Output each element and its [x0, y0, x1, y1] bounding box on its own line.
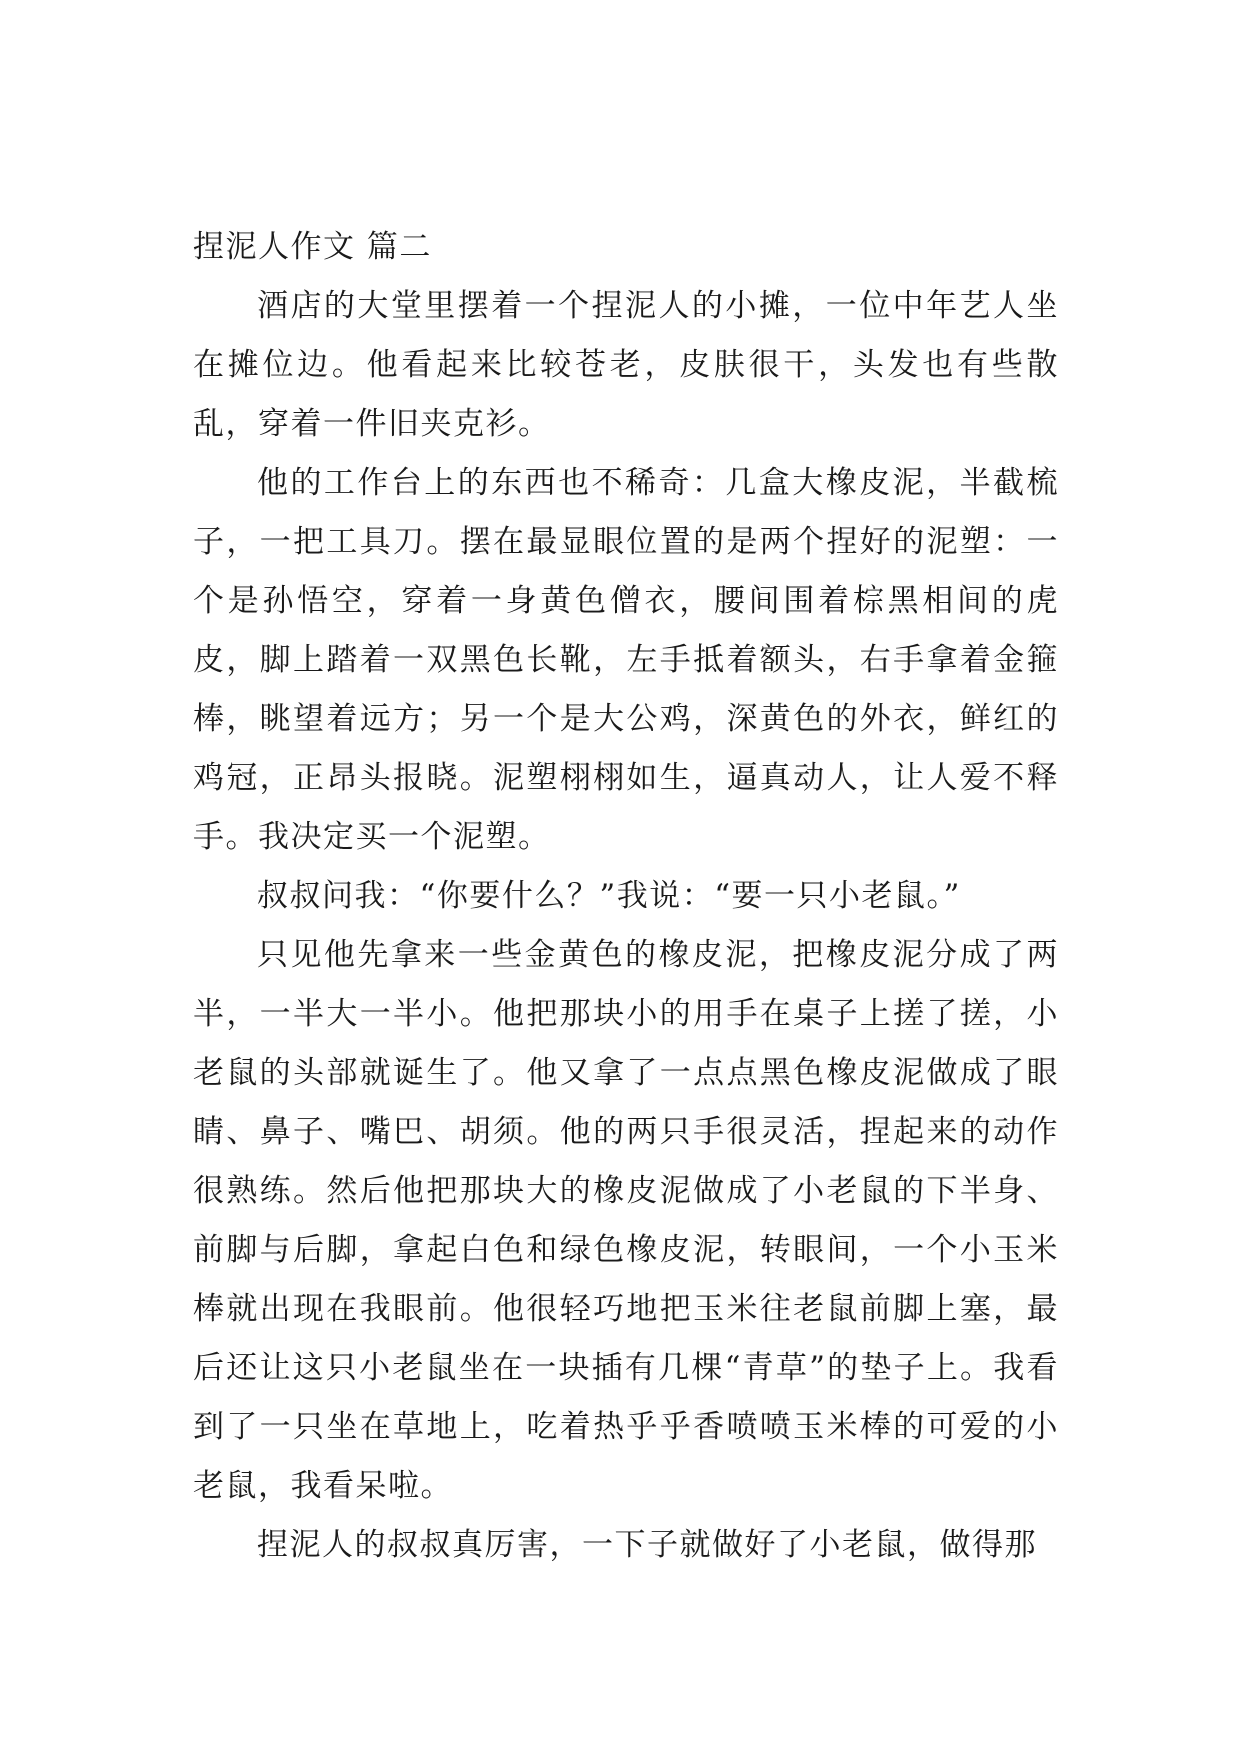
essay-body — [193, 218, 1059, 1575]
paragraph-intro: 酒店的大堂里摆着一个捏泥人的小摊，一位中年艺人坐在摊位边。他看起来比较苍老，皮肤很干，头发也有些散乱，穿着一件旧夹克衫。 — [193, 288, 1059, 442]
paragraph-conclusion: 捏泥人的叔叔真厉害，一下子就做好了小老鼠，做得那 — [257, 1527, 1037, 1563]
essay-title: 捏泥人作文 篇二 — [193, 229, 432, 265]
paragraph-workbench: 他的工作台上的东西也不稀奇：几盒大橡皮泥，半截梳子，一把工具刀。摆在最显眼位置的是两个捏好的泥塑：一个是孙悟空，穿着一身黄色僧衣，腰间围着棕黑相间的虎皮，脚上踏着一双黑色长靴，左手抵着额头，右手拿着金箍棒，眺望着远方；另一个是大公鸡，深黄色的外衣，鲜红的鸡冠，正昂头报晓。泥塑栩栩如生，逼真动人，让人爱不释手。我决定买一个泥塑。 — [193, 465, 1059, 855]
paragraph-dialogue: 叔叔问我：“你要什么？”我说：“要一只小老鼠。” — [257, 878, 961, 914]
paragraph-making-mouse: 只见他先拿来一些金黄色的橡皮泥，把橡皮泥分成了两半，一半大一半小。他把那块小的用手在桌子上搓了搓，小老鼠的头部就诞生了。他又拿了一点点黑色橡皮泥做成了眼睛、鼻子、嘴巴、胡须。他的两只手很灵活，捏起来的动作很熟练。然后他把那块大的橡皮泥做成了小老鼠的下半身、前脚与后脚，拿起白色和绿色橡皮泥，转眼间，一个小玉米棒就出现在我眼前。他很轻巧地把玉米往老鼠前脚上塞，最后还让这只小老鼠坐在一块插有几棵“青草”的垫子上。我看到了一只坐在草地上，吃着热乎乎香喷喷玉米棒的可爱的小老鼠，我看呆啦。 — [193, 937, 1059, 1504]
